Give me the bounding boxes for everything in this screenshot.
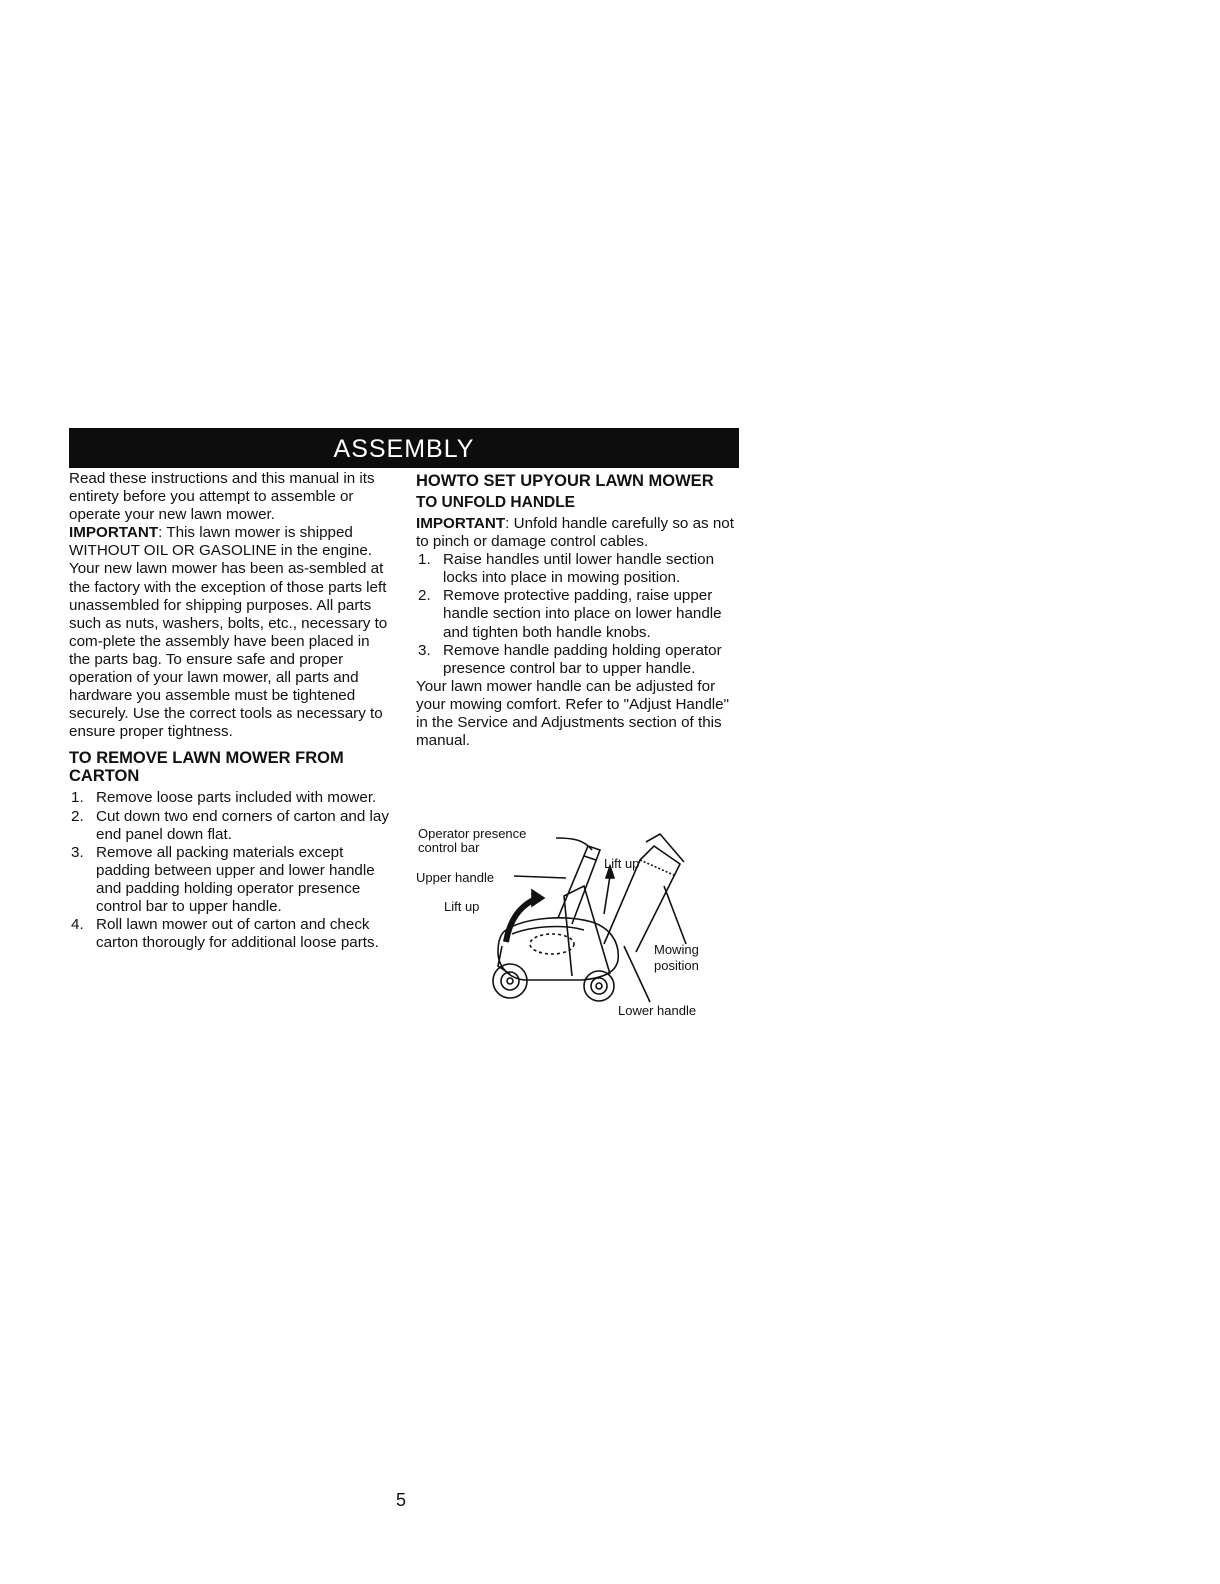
- remove-from-carton-heading: TO REMOVE LAWN MOWER FROM CARTON: [69, 749, 344, 786]
- list-item: [69, 808, 394, 844]
- step-number: 3.: [418, 641, 431, 659]
- step-text: Remove all packing materials except padding between upper and lower handle and padding holding operator presence control bar to upper handle.: [96, 843, 375, 915]
- right-column: [416, 470, 742, 750]
- setup-heading: HOWTO SET UPYOUR LAWN MOWER: [416, 472, 714, 490]
- unfold-handle-heading: TO UNFOLD HANDLE: [416, 494, 576, 511]
- step-text: Remove loose parts included with mower.: [96, 789, 377, 807]
- label-lift-up-left: Lift up: [444, 899, 480, 914]
- step-number: 2.: [71, 807, 84, 825]
- label-lift-up-right: Lift up: [604, 856, 640, 871]
- mowing-leader: [664, 886, 686, 944]
- step-text: Raise handles until lower handle section locks into place in mowing position.: [443, 551, 715, 587]
- important-label: IMPORTANT: [69, 524, 159, 542]
- front-wheel: [493, 964, 527, 998]
- list-item: [416, 587, 742, 641]
- list-item: [416, 642, 742, 678]
- left-column: [69, 470, 394, 952]
- label-lower-handle: Lower handle: [618, 1003, 697, 1018]
- deck-rim: [512, 927, 584, 934]
- list-item: [416, 551, 742, 587]
- step-text: Cut down two end corners of carton and lay end panel down flat.: [96, 807, 389, 843]
- intro-paragraph: Read these instructions and this manual in its entirety before you attempt to assemble or operate your new lawn mower.: [69, 470, 375, 524]
- remove-steps-list: [69, 789, 394, 952]
- section-title-banner: [69, 428, 739, 468]
- lower-handle-leader: [624, 946, 650, 1002]
- list-item: [69, 916, 394, 952]
- unfold-important-paragraph: [416, 515, 742, 551]
- unfold-steps-list: [416, 551, 742, 678]
- front-grille: [498, 946, 510, 974]
- step-number: 4.: [71, 916, 84, 934]
- label-position: position: [654, 958, 699, 973]
- step-number: 1.: [71, 789, 84, 807]
- label-operator-presence: Operator presence: [418, 826, 527, 841]
- factory-paragraph: Your new lawn mower has been as-sembled at the factory with the exception of those parts left unassembled for shipping purposes. All parts such as nuts, washers, bolts, etc., necessary to com-plete the assembly have been placed in the parts bag. To ensure safe and proper operation of your lawn mower, all parts and hardware you assemble must be tightened securely. Use the correct tools as necessary to ensure proper tightness.: [69, 560, 388, 741]
- important-label: IMPORTANT: [416, 515, 506, 532]
- step-number: 3.: [71, 843, 84, 861]
- step-number: 1.: [418, 551, 431, 569]
- folded-lower-handle: [564, 886, 610, 976]
- important-text: : Unfold handle carefully so as not to pinch or damage control cables.: [416, 515, 734, 551]
- lift-up-arrow-right: [604, 876, 610, 914]
- step-text: Roll lawn mower out of carton and check carton thorougly for additional loose parts.: [96, 916, 379, 952]
- mower-illustration: [414, 826, 740, 1026]
- mower-handle-diagram: [414, 826, 740, 1026]
- label-upper-handle: Upper handle: [416, 870, 495, 885]
- page-number: 5: [396, 1490, 407, 1510]
- list-item: [69, 844, 394, 916]
- step-number: 2.: [418, 587, 431, 605]
- step-text: Remove handle padding holding operator presence control bar to upper handle.: [443, 641, 722, 677]
- step-text: Remove protective padding, raise upper handle section into place on lower handle and tighten both handle knobs.: [443, 587, 722, 641]
- list-item: [69, 789, 394, 807]
- rear-wheel: [584, 971, 614, 1001]
- adjust-handle-paragraph: Your lawn mower handle can be adjusted for your mowing comfort. Refer to "Adjust Handle" in the Service and Adjustments section of this manual.: [416, 677, 729, 750]
- section-title: ASSEMBLY: [333, 435, 475, 463]
- important-text: : This lawn mower is shipped WITHOUT OIL OR GASOLINE in the engine.: [69, 524, 373, 560]
- label-control-bar: control bar: [418, 840, 480, 855]
- upper-handle-leader: [514, 876, 566, 878]
- label-mowing: Mowing: [654, 942, 699, 957]
- important-paragraph: [69, 524, 394, 560]
- upper-handle: [558, 846, 600, 924]
